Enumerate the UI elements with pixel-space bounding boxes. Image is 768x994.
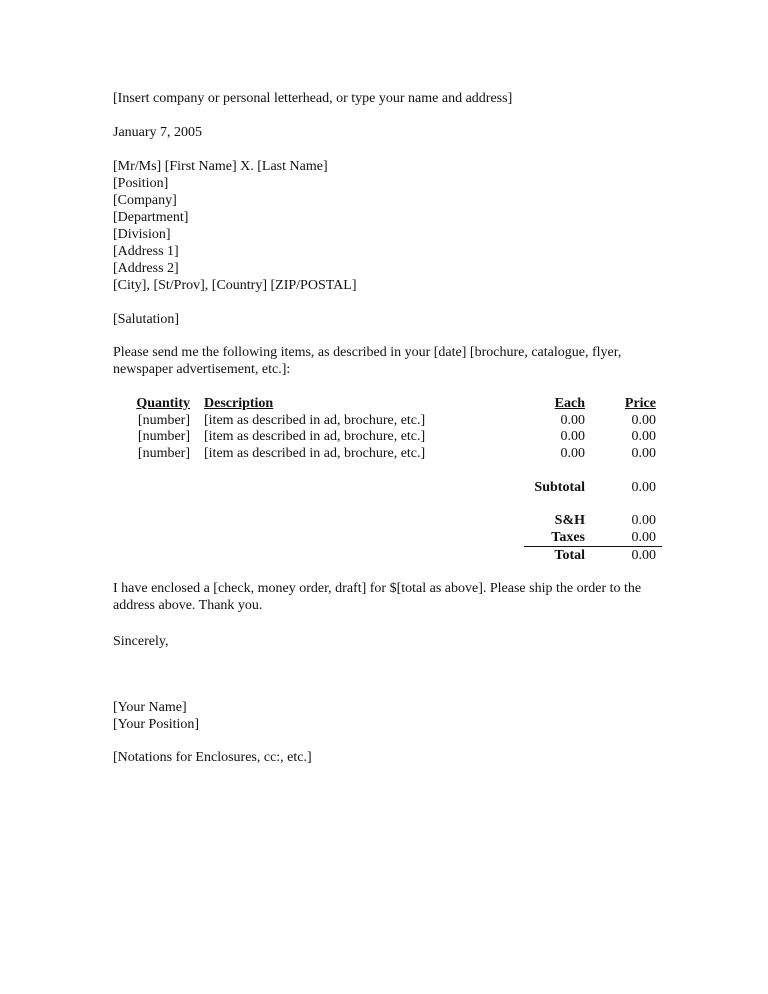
row-each: 0.00 [560, 446, 585, 461]
row-price: 0.00 [631, 429, 656, 444]
row-price: 0.00 [631, 446, 656, 461]
letter-date: January 7, 2005 [113, 125, 203, 140]
table-row [113, 445, 665, 462]
recipient-company: [Company] [113, 193, 177, 208]
closing-paragraph: I have enclosed a [check, money order, draft] for $[total as above]. Please ship the order to the address above. Thank you. [113, 581, 642, 613]
row-each: 0.00 [560, 429, 585, 444]
subtotal-label: Subtotal [534, 480, 585, 495]
recipient-address1: [Address 1] [113, 244, 179, 259]
table-row [113, 412, 665, 429]
recipient-address [113, 158, 356, 294]
row-quantity: [number] [137, 413, 190, 428]
row-each: 0.00 [560, 413, 585, 428]
closing: Sincerely, [113, 634, 169, 649]
total-value: 0.00 [631, 548, 656, 563]
table-row [113, 428, 665, 445]
header-each: Each [554, 396, 585, 411]
salutation: [Salutation] [113, 312, 180, 327]
row-price: 0.00 [631, 413, 656, 428]
taxes-label: Taxes [551, 530, 585, 545]
row-description: [item as described in ad, brochure, etc.] [204, 429, 426, 444]
signature-block [113, 699, 199, 733]
header-price: Price [624, 396, 656, 411]
sh-value: 0.00 [631, 513, 656, 528]
recipient-division: [Division] [113, 227, 171, 242]
subtotal-value: 0.00 [631, 480, 656, 495]
intro-paragraph: Please send me the following items, as described in your [date] [brochure, catalogue, flyer, newspaper advertisement, etc.]: [113, 345, 622, 377]
sh-label: S&H [554, 513, 585, 528]
recipient-city-line: [City], [St/Prov], [Country] [ZIP/POSTAL] [113, 278, 357, 293]
signer-name: [Your Name] [113, 700, 187, 715]
row-quantity: [number] [137, 446, 190, 461]
recipient-address2: [Address 2] [113, 261, 179, 276]
row-quantity: [number] [137, 429, 190, 444]
row-description: [item as described in ad, brochure, etc.] [204, 446, 426, 461]
letterhead: [Insert company or personal letterhead, or type your name and address] [113, 91, 513, 106]
header-description: Description [204, 396, 274, 411]
taxes-value: 0.00 [631, 530, 656, 545]
recipient-department: [Department] [113, 210, 189, 225]
row-description: [item as described in ad, brochure, etc.] [204, 413, 426, 428]
header-quantity: Quantity [136, 396, 190, 411]
total-label: Total [554, 548, 585, 563]
table-header-row [113, 395, 665, 412]
recipient-name: [Mr/Ms] [First Name] X. [Last Name] [113, 159, 328, 174]
signer-position: [Your Position] [113, 717, 200, 732]
notations: [Notations for Enclosures, cc:, etc.] [113, 750, 312, 765]
recipient-position: [Position] [113, 176, 169, 191]
